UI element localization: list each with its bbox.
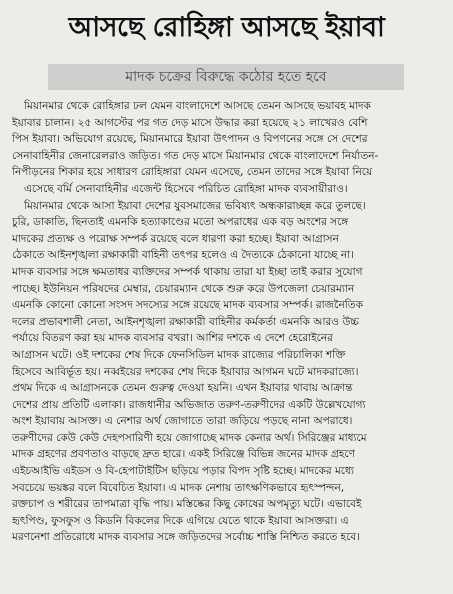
body-line: অংশ ইয়াবায় আসক্ত। এ নেশার অর্থ জোগাতে তারা জড়িয়ে পড়ছে নানা অপরাধে।: [12, 415, 353, 428]
headline: আসছে রোহিঙ্গা আসছে ইয়াবা: [68, 12, 385, 43]
body-line: সেনাবাহিনীর জেনারেলরাও জড়িত। গত দেড় মাসে মিয়ানমার থেকে বাংলাদেশে নির্যাতন-: [12, 149, 379, 162]
body-line: মাদকের প্রত্যক্ষ ও পরোক্ষ সম্পর্ক রয়েছে বলে ধারণা করা হচ্ছে। ইয়াবা আগ্রাসন: [12, 232, 339, 245]
body-line: পর্যায়ে বিতরণ করা হয় মাদক ব্যবসার বখরা। আশির দশকে এ দেশে হেরোইনের: [12, 332, 333, 345]
body-line: মিয়ানমার থেকে আসা ইয়াবা দেশের যুবসমাজের ভবিষ্যৎ অন্ধকারাচ্ছন্ন করে তুলছে।: [24, 199, 366, 212]
subheadline-band: [48, 64, 404, 90]
body-line: পিস ইয়াবা। অভিযোগ রয়েছে, মিয়ানমারে ইয়াবা উৎপাদন ও বিপণনের সঙ্গে সে দেশের: [12, 133, 368, 146]
body-line: মাদক গ্রহণের প্রবণতাও বাড়ছে দ্রুত হারে। একই সিরিঞ্জে বিভিন্ন জনের মাদক গ্রহণে: [12, 448, 355, 461]
body-line: মরণনেশা প্রতিরোধে মাদক ব্যবসার সঙ্গে জড়িতদের সর্বোচ্চ শাস্তি নিশ্চিত করতে হবে।: [12, 531, 360, 544]
body-line: হৃৎপিণ্ড, ফুসফুস ও কিডনি বিকলের দিকে এগিয়ে যেতে থাকে ইয়াবা আসক্তরা। এ: [12, 514, 349, 527]
body-line: এইচআইভি এইডস ও বি-হেপাটাইটিস ছড়িয়ে পড়ার বিপদ সৃষ্টি হচ্ছে। মাদকের মধ্যে: [12, 465, 354, 478]
subheadline: মাদক চক্রের বিরুদ্ধে কঠোর হতে হবে: [125, 69, 327, 85]
body-line: এমনকি কোনো কোনো সংসদ সদস্যের সঙ্গে রয়েছে মাদক ব্যবসার সম্পর্ক। রাজনৈতিক: [12, 299, 363, 312]
body-line: তরুণীদের কেউ কেউ দেহপসারিণী হয়ে জোগাচ্ছে মাদক কেনার অর্থ। সিরিঞ্জের মাধ্যমে: [12, 431, 367, 444]
body-line: দলের প্রভাবশালী নেতা, আইনশৃঙ্খলা রক্ষাকারী বাহিনীর কর্মকর্তা এমনকি আরও উচ্চ: [12, 315, 359, 328]
body-line: আগ্রাসন ঘটে। ওই দশকের শেষ দিকে ফেনসিডিল মাদক রাজ্যের পরিচালিকা শক্তি: [12, 348, 346, 361]
body-line: হিসেবে আবির্ভূত হয়। নব্বইয়ের দশকের শেষ দিকে ইয়াবার আগমন ঘটে মাদকরাজ্যে।: [12, 365, 359, 378]
body-line: মিয়ানমার থেকে রোহিঙ্গার ঢল যেমন বাংলাদেশে আসছে তেমন আসছে ভয়াবহ মাদক: [24, 100, 371, 112]
article-body: [12, 98, 442, 546]
body-line: দেশের প্রায় প্রতিটি এলাকা। রাজধানীর অভিজাত তরুণ-তরুণীদের একটি উল্লেখযোগ্য: [12, 398, 366, 411]
body-line: সবচেয়ে ভয়ঙ্কর বলে বিবেচিত ইয়াবা। এ মাদক নেশায় তাৎক্ষণিকভাবে হৃৎস্পন্দন,: [12, 481, 345, 494]
body-line: চুরি, ডাকাতি, ছিনতাই এমনকি হত্যাকাণ্ডের মতো অপরাধের এক বড় অংশের সঙ্গে: [12, 216, 349, 229]
body-line: প্রথম দিকে এ আগ্রাসনকে তেমন গুরুত্ব দেওয়া হয়নি। এখন ইয়াবার থাবায় আক্রান্ত: [12, 382, 353, 395]
body-line: এসেছে বর্মি সেনাবাহিনীর এজেন্ট হিসেবে পরিচিত রোহিঙ্গা মাদক ব্যবসায়ীরাও।: [24, 182, 348, 195]
body-line: পাচ্ছে। ইউনিয়ন পরিষদের মেম্বার, চেয়ারম্যান থেকে শুরু করে উপজেলা চেয়ারম্যান: [12, 282, 355, 295]
body-line: রক্তচাপ ও শরীরের তাপমাত্রা বৃদ্ধি পায়। মস্তিষ্কের কিছু কোষের অপমৃত্যু ঘটে। এভাবেই: [12, 498, 362, 511]
body-line: ঠেকাতে আইনশৃঙ্খলা রক্ষাকারী বাহিনী তৎপর হলেও এ দৈত্যকে ঠেকানো যাচ্ছে না।: [12, 249, 354, 262]
body-line: ইয়াবার চালান। ২৫ আগস্টের পর গত দেড় মাসে উদ্ধার করা হয়েছে ২১ লাখেরও বেশি: [12, 116, 368, 129]
body-line: নিপীড়নের শিকার হয়ে সাধারণ রোহিঙ্গারা যেমন এসেছে, তেমন তাদের সঙ্গে ইয়াবা নিয়ে: [12, 166, 373, 179]
body-line: মাদক ব্যবসার সঙ্গে ক্ষমতাধর ব্যক্তিদের সম্পর্ক থাকায় তারা যা ইচ্ছা তাই করার সুযোগ: [12, 265, 363, 278]
